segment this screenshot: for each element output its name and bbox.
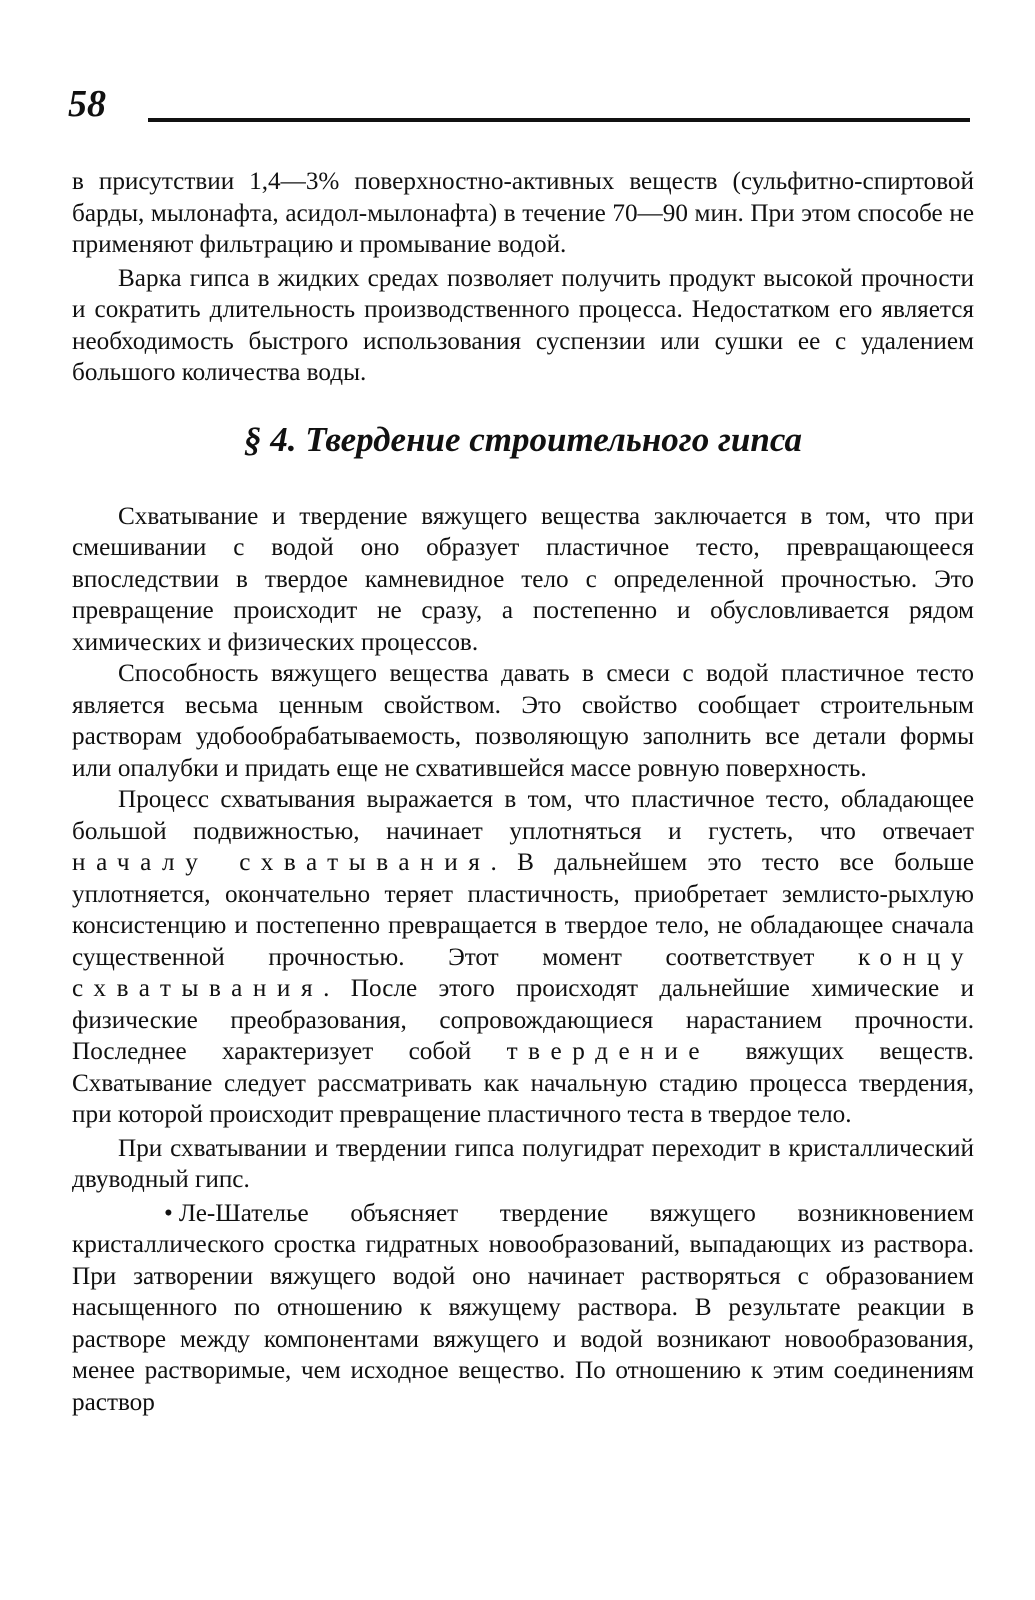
paragraph-hemihydrate: При схватывании и твердении гипса полугидрат переходит в кристаллический двуводный гипс.: [72, 1134, 974, 1193]
header-rule: [148, 118, 970, 122]
text-segment: . После этого происходят дальнейшие химические и физические преобразования, сопровождающиеся нарастанием прочности. Последнее характеризует собой: [72, 975, 974, 1065]
paragraph-plastic-paste: Способность вяжущего вещества давать в смеси с водой пластичное тесто является весьма ценным свойством. Это свойство сообщает строительным растворам удобообрабатываемость, позволяющую заполнить все детали формы или опалубки и придать еще не схватившейся массе ровную поверхность.: [72, 660, 974, 782]
paragraph-le-chatelier: [72, 1198, 974, 1419]
section-heading: § 4. Твердение строительного гипса: [244, 419, 802, 459]
term-setting-end: концу схватывания: [72, 943, 975, 1002]
body-text: [72, 166, 974, 1418]
text-segment: вяжущих веществ. Схватывание следует рассматривать как начальную стадию процесса твердения, при которой происходит превращение пластичного теста в твердое тело.: [72, 1038, 974, 1128]
page-number: 58: [68, 83, 106, 125]
text-segment: Ле-Шателье объясняет твердение вяжущего возникновением кристаллического сростка гидратных новообразований, выпадающих из раствора. При затворении вяжущего водой оно начинает растворяться с образованием насыщенного по отношению к вяжущему раствора. В результате реакции в растворе между компонентами вяжущего и водой возникают новообразования, менее растворимые, чем исходное вещество. По отношению к этим соединениям раствор: [72, 1199, 974, 1416]
paragraph-continuation: в присутствии 1,4—3% поверхностно-активных веществ (сульфитно-спиртовой барды, мылонафта, асидол-мылонафта) в течение 70—90 мин. При этом способе не применяют фильтрацию и промывание водой.: [72, 168, 974, 258]
bullet-mark: •: [164, 1199, 173, 1227]
term-setting-start: началу схватывания: [72, 849, 491, 876]
text-segment: Процесс схватывания выражается в том, что пластичное тесто, обладающее большой подвижностью, начинает уплотняться и густеть, что отвечает: [72, 786, 974, 845]
term-hardening: твердение: [506, 1038, 711, 1065]
page-header: [68, 82, 970, 128]
paragraph-setting-process: [72, 784, 974, 1131]
text-segment: . В дальнейшем это тесто все больше уплотняется, окончательно теряет пластичность, приобретает землисто-рыхлую консистенцию и постепенно превращается в твердое тело, не обладающее сначала существенной прочностью. Этот момент соответствует: [72, 849, 975, 971]
paragraph-liquid-media: Варка гипса в жидких средах позволяет получить продукт высокой прочности и сократить длительность производственного процесса. Недостатком его является необходимость быстрого использования суспензии или сушки ее с удалением большого количества воды.: [72, 264, 974, 386]
paragraph-setting-hardening: Схватывание и твердение вяжущего вещества заключается в том, что при смешивании с водой оно образует пластичное тесто, превращающееся впоследствии в твердое камневидное тело с определенной прочностью. Это превращение происходит не сразу, а постепенно и обусловливается рядом химических и физических процессов.: [72, 502, 974, 656]
